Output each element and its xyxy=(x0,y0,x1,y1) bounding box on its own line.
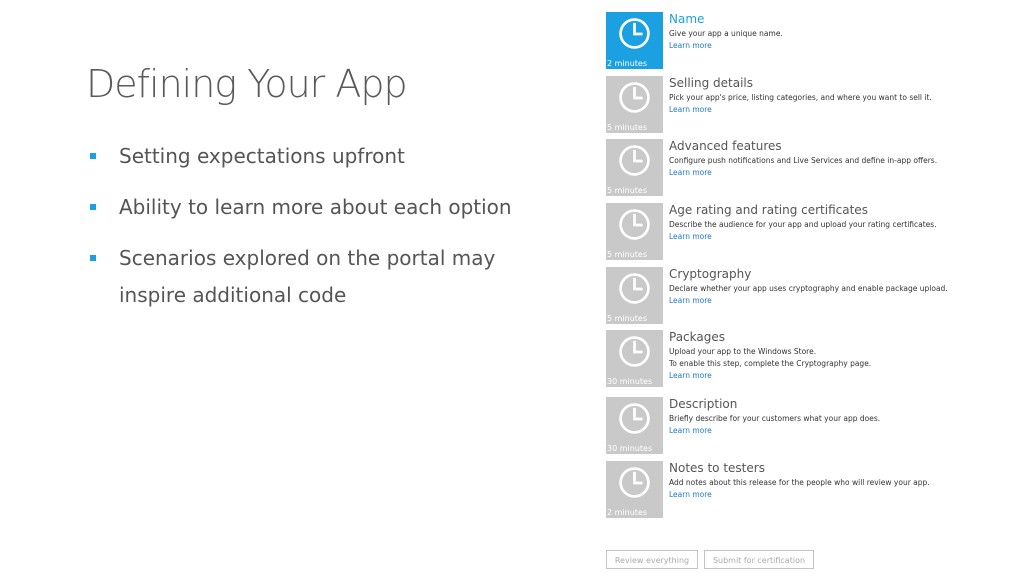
learn-more-link[interactable]: Learn more xyxy=(669,41,712,50)
square-bullet-icon xyxy=(90,153,96,159)
step-row[interactable] xyxy=(606,12,1006,69)
step-description: Describe the audience for your app and upload your rating certificates. xyxy=(669,220,937,230)
step-duration: 5 minutes xyxy=(607,122,648,132)
step-info xyxy=(669,397,1009,437)
submission-steps-list xyxy=(606,12,1006,525)
bullet-list xyxy=(90,138,560,328)
step-info xyxy=(669,12,1009,52)
step-name[interactable]: Notes to testers xyxy=(669,461,765,476)
step-info xyxy=(669,203,1009,243)
step-name[interactable]: Age rating and rating certificates xyxy=(669,203,868,218)
review-everything-button[interactable]: Review everything xyxy=(606,550,698,569)
step-name[interactable]: Advanced features xyxy=(669,139,782,154)
step-tile[interactable] xyxy=(606,76,663,133)
step-row[interactable] xyxy=(606,267,1006,324)
bullet-item xyxy=(90,189,560,226)
step-description: Add notes about this release for the people who will review your app. xyxy=(669,478,930,488)
step-description: To enable this step, complete the Cryptography page. xyxy=(669,359,872,369)
step-row[interactable] xyxy=(606,461,1006,518)
square-bullet-icon xyxy=(90,255,96,261)
step-duration: 30 minutes xyxy=(607,377,653,387)
bullet-item xyxy=(90,240,560,314)
step-duration: 2 minutes xyxy=(607,508,648,518)
step-description: Configure push notifications and Live Services and define in-app offers. xyxy=(669,156,938,166)
step-name[interactable]: Cryptography xyxy=(669,266,752,281)
step-description: Briefly describe for your customers what your app does. xyxy=(669,414,881,424)
learn-more-link[interactable]: Learn more xyxy=(669,104,712,114)
step-row[interactable] xyxy=(606,203,1006,260)
step-info xyxy=(669,330,1009,382)
step-row[interactable] xyxy=(606,330,1006,387)
step-duration: 2 minutes xyxy=(607,59,648,68)
learn-more-link[interactable]: Learn more xyxy=(669,295,712,305)
step-description: Upload your app to the Windows Store. xyxy=(669,347,817,357)
step-name[interactable]: Description xyxy=(669,397,738,412)
slide-title: Defining Your App xyxy=(86,62,407,106)
step-tile[interactable] xyxy=(606,397,663,454)
learn-more-link[interactable]: Learn more xyxy=(669,168,712,178)
bullet-text: Scenarios explored on the portal may inspire additional code xyxy=(119,246,496,307)
learn-more-link[interactable]: Learn more xyxy=(669,371,712,381)
bullet-text: Setting expectations upfront xyxy=(119,144,405,168)
square-bullet-icon xyxy=(90,204,96,210)
step-name[interactable]: Name xyxy=(669,12,705,26)
step-tile[interactable] xyxy=(606,461,663,518)
learn-more-link[interactable]: Learn more xyxy=(669,426,712,436)
action-buttons xyxy=(606,550,820,569)
step-name[interactable]: Packages xyxy=(669,330,725,345)
step-description: Pick your app's price, listing categories, and where you want to sell it. xyxy=(669,92,932,102)
learn-more-link[interactable]: Learn more xyxy=(669,232,712,242)
step-info xyxy=(669,461,1009,501)
step-tile[interactable] xyxy=(606,12,663,69)
step-tile[interactable] xyxy=(606,267,663,324)
step-description: Declare whether your app uses cryptography and enable package upload. xyxy=(669,283,948,293)
step-tile[interactable] xyxy=(606,330,663,387)
learn-more-link[interactable]: Learn more xyxy=(669,490,712,500)
step-description: Give your app a unique name. xyxy=(669,29,783,38)
step-name[interactable]: Selling details xyxy=(669,75,754,90)
step-duration: 5 minutes xyxy=(607,186,648,196)
step-row[interactable] xyxy=(606,139,1006,196)
step-info xyxy=(669,139,1009,179)
bullet-text: Ability to learn more about each option xyxy=(119,195,512,219)
step-duration: 5 minutes xyxy=(607,313,648,323)
step-tile[interactable] xyxy=(606,139,663,196)
step-duration: 30 minutes xyxy=(607,444,653,454)
bullet-item xyxy=(90,138,560,175)
step-row[interactable] xyxy=(606,76,1006,133)
step-row[interactable] xyxy=(606,397,1006,454)
step-info xyxy=(669,267,1009,307)
submit-for-certification-button[interactable]: Submit for certification xyxy=(704,550,814,569)
step-duration: 5 minutes xyxy=(607,250,648,260)
step-info xyxy=(669,76,1009,116)
step-tile[interactable] xyxy=(606,203,663,260)
